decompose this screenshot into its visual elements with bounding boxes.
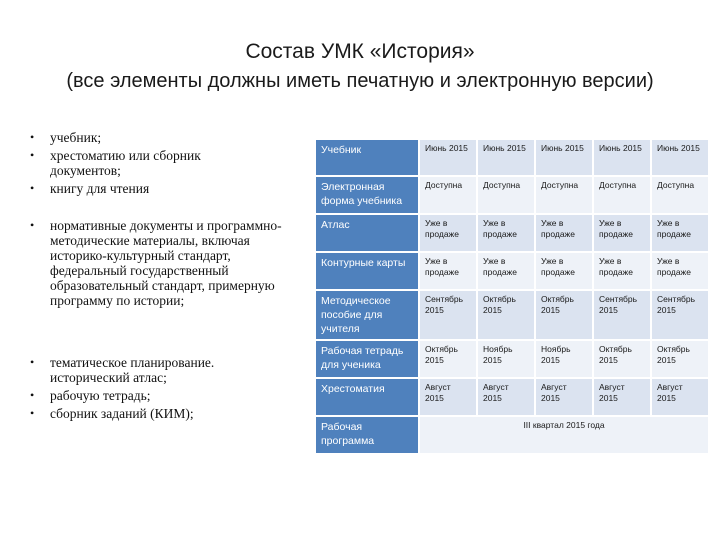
table-cell: Доступна [478,177,534,213]
bullet-marker: • [30,181,35,195]
bullet-text: сборник заданий (КИМ); [50,406,194,421]
table-cell: Июнь 2015 [536,140,592,175]
bullet-text: нормативные документы и программно-методические материалы, включая историко-культурный стандарт, федеральный государственный образовательный стандарт, примерную программу по истории; [50,218,282,308]
table-cell: Сентябрь 2015 [594,291,650,339]
table-row [316,140,708,175]
table-cell: Август 2015 [536,379,592,415]
table-cell: Доступна [652,177,708,213]
table-cell: Уже в продаже [652,253,708,289]
row-label: Контурные карты [316,253,418,289]
table-cell: Ноябрь 2015 [536,341,592,377]
bullet-marker: • [30,148,35,162]
row-label: Электронная форма учебника [316,177,418,213]
bullet-text: тематическое планирование. исторический атлас; [50,355,215,385]
table-cell: Август 2015 [478,379,534,415]
table-cell: Июнь 2015 [594,140,650,175]
table-cell: Июнь 2015 [652,140,708,175]
table-row [316,215,708,251]
table-cell: Уже в продаже [652,215,708,251]
table-cell: Уже в продаже [594,253,650,289]
bullet-text: учебник; [50,130,102,145]
table-row [316,177,708,213]
table-cell: Август 2015 [420,379,476,415]
table-cell: Октябрь 2015 [536,291,592,339]
row-label: Учебник [316,140,418,175]
table-row [316,417,708,453]
page-title: Состав УМК «История» [245,40,475,63]
table-cell: Уже в продаже [478,253,534,289]
page-subtitle: (все элементы должны иметь печатную и электронную версии) [66,70,654,92]
table-cell: Октябрь 2015 [420,341,476,377]
bullet-marker: • [30,406,35,420]
table-row [316,253,708,289]
table-row [316,379,708,415]
table-cell: Доступна [536,177,592,213]
table-cell: Август 2015 [652,379,708,415]
row-label: Рабочая тетрадь для ученика [316,341,418,377]
table-cell: Доступна [420,177,476,213]
table-cell: Уже в продаже [536,215,592,251]
table-cell: Уже в продаже [420,215,476,251]
table-cell: Август 2015 [594,379,650,415]
table-cell: Ноябрь 2015 [478,341,534,377]
merged-cell: III квартал 2015 года [420,417,708,453]
row-label: Атлас [316,215,418,251]
table-cell: Октябрь 2015 [478,291,534,339]
table-cell: Июнь 2015 [420,140,476,175]
umk-table [314,138,710,455]
bullet-text: рабочую тетрадь; [50,388,151,403]
table-cell: Уже в продаже [478,215,534,251]
table-cell: Доступна [594,177,650,213]
row-label: Хрестоматия [316,379,418,415]
table-cell: Октябрь 2015 [594,341,650,377]
table-cell: Уже в продаже [536,253,592,289]
bullet-text: хрестоматию или сборник документов; [50,148,201,178]
table-cell: Октябрь 2015 [652,341,708,377]
table-cell: Уже в продаже [594,215,650,251]
row-label: Рабочая программа [316,417,418,453]
table-cell: Уже в продаже [420,253,476,289]
table-row [316,291,708,339]
bullet-marker: • [30,130,35,144]
table-cell: Сентябрь 2015 [652,291,708,339]
bullet-marker: • [30,218,35,232]
table-cell: Июнь 2015 [478,140,534,175]
bullet-marker: • [30,388,35,402]
table-cell: Сентябрь 2015 [420,291,476,339]
bullet-text: книгу для чтения [50,181,150,196]
row-label: Методическое пособие для учителя [316,291,418,339]
table-row [316,341,708,377]
bullet-marker: • [30,355,35,369]
